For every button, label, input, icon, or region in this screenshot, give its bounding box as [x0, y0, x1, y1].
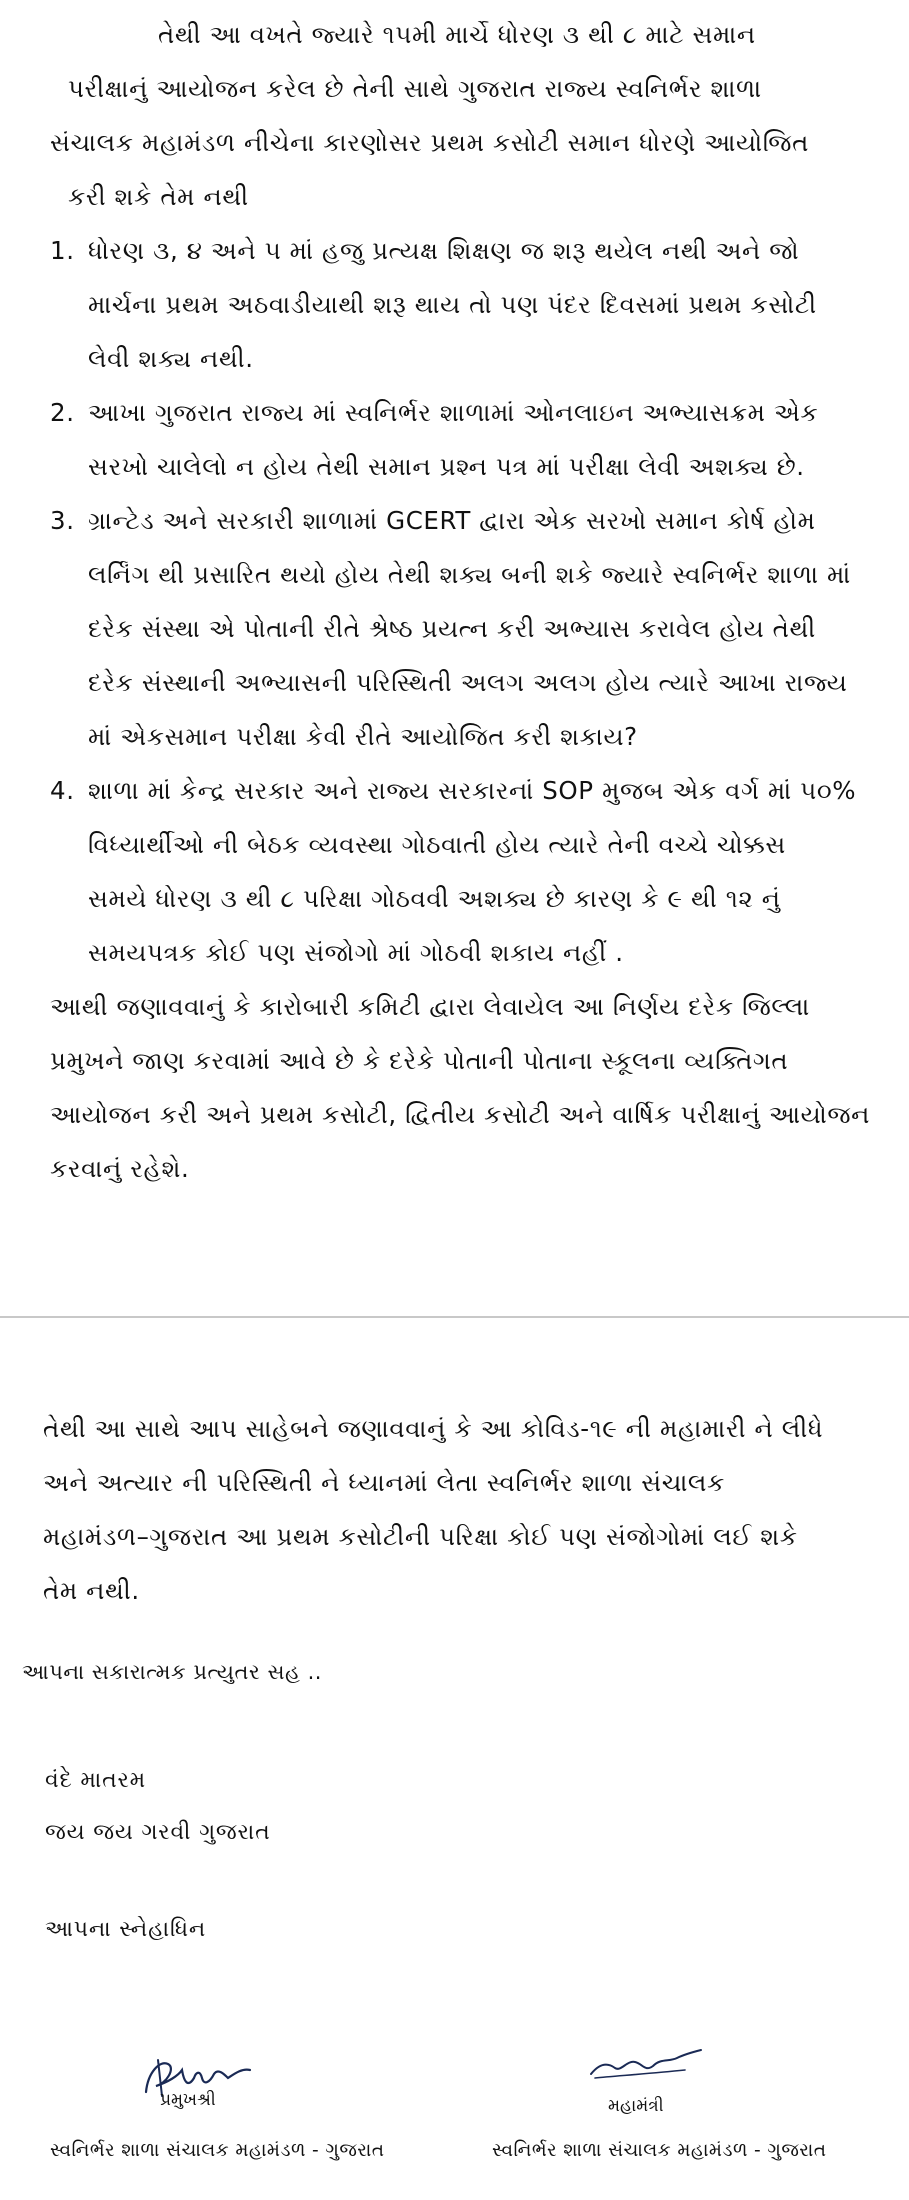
list-item-line: શાળા માં કેન્દ્ર સરકાર અને રાજ્ય સરકારનાં SOP મુજબ એક વર્ગ માં ૫૦%: [88, 776, 857, 805]
list-item-number: 1.: [50, 236, 75, 265]
list-item-number: 3.: [50, 506, 75, 535]
secretary-role: મહામંત્રી: [608, 2096, 664, 2116]
list-item: [50, 764, 900, 980]
list-item: [50, 494, 900, 764]
sign-off: આપના સ્નેહાધિન: [45, 1917, 207, 1942]
list-item-number: 2.: [50, 398, 75, 427]
list-item-line: માર્ચના પ્રથમ અઠવાડીયાથી શરૂ થાય તો પણ પંદર દિવસમાં પ્રથમ કસોટી: [88, 290, 817, 319]
page-divider: [0, 1316, 909, 1318]
list-item-line: ગ્રાન્ટેડ અને સરકારી શાળામાં GCERT દ્વારા એક સરખો સમાન કોર્ષ હોમ: [88, 506, 816, 535]
paragraph-line: મહામંડળ–ગુજરાત આ પ્રથમ કસોટીની પરિક્ષા કોઈ પણ સંજોગોમાં લઈ શકે: [43, 1522, 798, 1551]
covid-paragraph: [43, 1402, 903, 1618]
paragraph-line: આથી જણાવવાનું કે કારોબારી કમિટી દ્વારા લેવાયેલ આ નિર્ણય દરેક જિલ્લા: [50, 992, 810, 1021]
salutation: [45, 1755, 271, 1859]
president-org: સ્વનિર્ભર શાળા સંચાલક મહામંડળ - ગુજરાત: [50, 2140, 385, 2161]
paragraph-line: પ્રમુખને જાણ કરવામાં આવે છે કે દરેકે પોતાની પોતાના સ્કૂલના વ્યક્તિગત: [50, 1046, 789, 1075]
paragraph-line: તેથી આ સાથે આપ સાહેબને જણાવવાનું કે આ કોવિડ-૧૯ ની મહામારી ને લીધે: [43, 1414, 824, 1443]
paragraph-line: તેમ નથી.: [43, 1576, 140, 1605]
list-item-line: માં એકસમાન પરીક્ષા કેવી રીતે આયોજિત કરી શકાય?: [88, 722, 638, 751]
closing-line: આપના સકારાત્મક પ્રત્યુતર સહ ..: [22, 1660, 322, 1684]
paragraph-line: કરવાનું રહેશે.: [50, 1154, 190, 1183]
salutation-line: વંદે માતરમ: [45, 1768, 147, 1793]
list-item: [50, 386, 900, 494]
paragraph-line: આયોજન કરી અને પ્રથમ કસોટી, દ્વિતીય કસોટી અને વાર્ષિક પરીક્ષાનું આયોજન: [50, 1100, 871, 1129]
president-role: પ્રમુખશ્રી: [160, 2090, 216, 2110]
list-item-line: લેવી શક્ય નથી.: [88, 344, 254, 373]
list-item-line: ધોરણ ૩, ૪ અને ૫ માં હજુ પ્રત્યક્ષ શિક્ષણ જ શરૂ થયેલ નથી અને જો: [88, 236, 800, 265]
list-item-line: વિધ્યાર્થીઓ ની બેઠક વ્યવસ્થા ગોઠવાતી હોય ત્યારે તેની વચ્ચે ચોક્કસ: [88, 830, 786, 859]
secretary-org: સ્વનિર્ભર શાળા સંચાલક મહામંડળ - ગુજરાત: [492, 2140, 827, 2161]
list-item-line: સમયપત્રક કોઈ પણ સંજોગો માં ગોઠવી શકાય નહીં .: [88, 938, 624, 967]
list-item-line: દરેક સંસ્થા એ પોતાની રીતે શ્રેષ્ઠ પ્રયત્ન કરી અભ્યાસ કરાવેલ હોય તેથી: [88, 614, 816, 643]
list-item-line: લર્નિંગ થી પ્રસારિત થયો હોય તેથી શક્ય બની શકે જ્યારે સ્વનિર્ભર શાળા માં: [88, 560, 851, 589]
intro-line: કરી શકે તેમ નથી: [68, 182, 249, 211]
list-item-line: સરખો ચાલેલો ન હોય તેથી સમાન પ્રશ્ન પત્ર માં પરીક્ષા લેવી અશક્ય છે.: [88, 452, 805, 481]
list-item-line: દરેક સંસ્થાની અભ્યાસની પરિસ્થિતી અલગ અલગ હોય ત્યારે આખા રાજ્ય: [88, 668, 848, 697]
list-item-line: આખા ગુજરાત રાજ્ય માં સ્વનિર્ભર શાળામાં ઓનલાઇન અભ્યાસક્રમ એક: [88, 398, 819, 427]
intro-line: પરીક્ષાનું આયોજન કરેલ છે તેની સાથે ગુજરાત રાજ્ય સ્વનિર્ભર શાળા: [68, 74, 762, 103]
intro-line: સંચાલક મહામંડળ નીચેના કારણોસર પ્રથમ કસોટી સમાન ધોરણે આયોજિત: [50, 128, 809, 157]
reasons-list: [50, 224, 900, 980]
list-item: [50, 224, 900, 386]
intro-line: તેથી આ વખતે જ્યારે ૧૫મી માર્ચે ધોરણ ૩ થી ૮ માટે સમાન: [158, 20, 756, 49]
list-item-number: 4.: [50, 776, 75, 805]
paragraph-line: અને અત્યાર ની પરિસ્થિતી ને ધ્યાનમાં લેતા સ્વનિર્ભર શાળા સંચાલક: [43, 1468, 725, 1497]
list-item-line: સમયે ધોરણ ૩ થી ૮ પરિક્ષા ગોઠવવી અશક્ય છે કારણ કે ૯ થી ૧૨ નું: [88, 884, 781, 913]
salutation-line: જય જય ગરવી ગુજરાત: [45, 1820, 271, 1845]
secretary-signature: [585, 2040, 705, 2086]
committee-paragraph: [50, 980, 900, 1196]
intro-paragraph: [0, 8, 909, 224]
